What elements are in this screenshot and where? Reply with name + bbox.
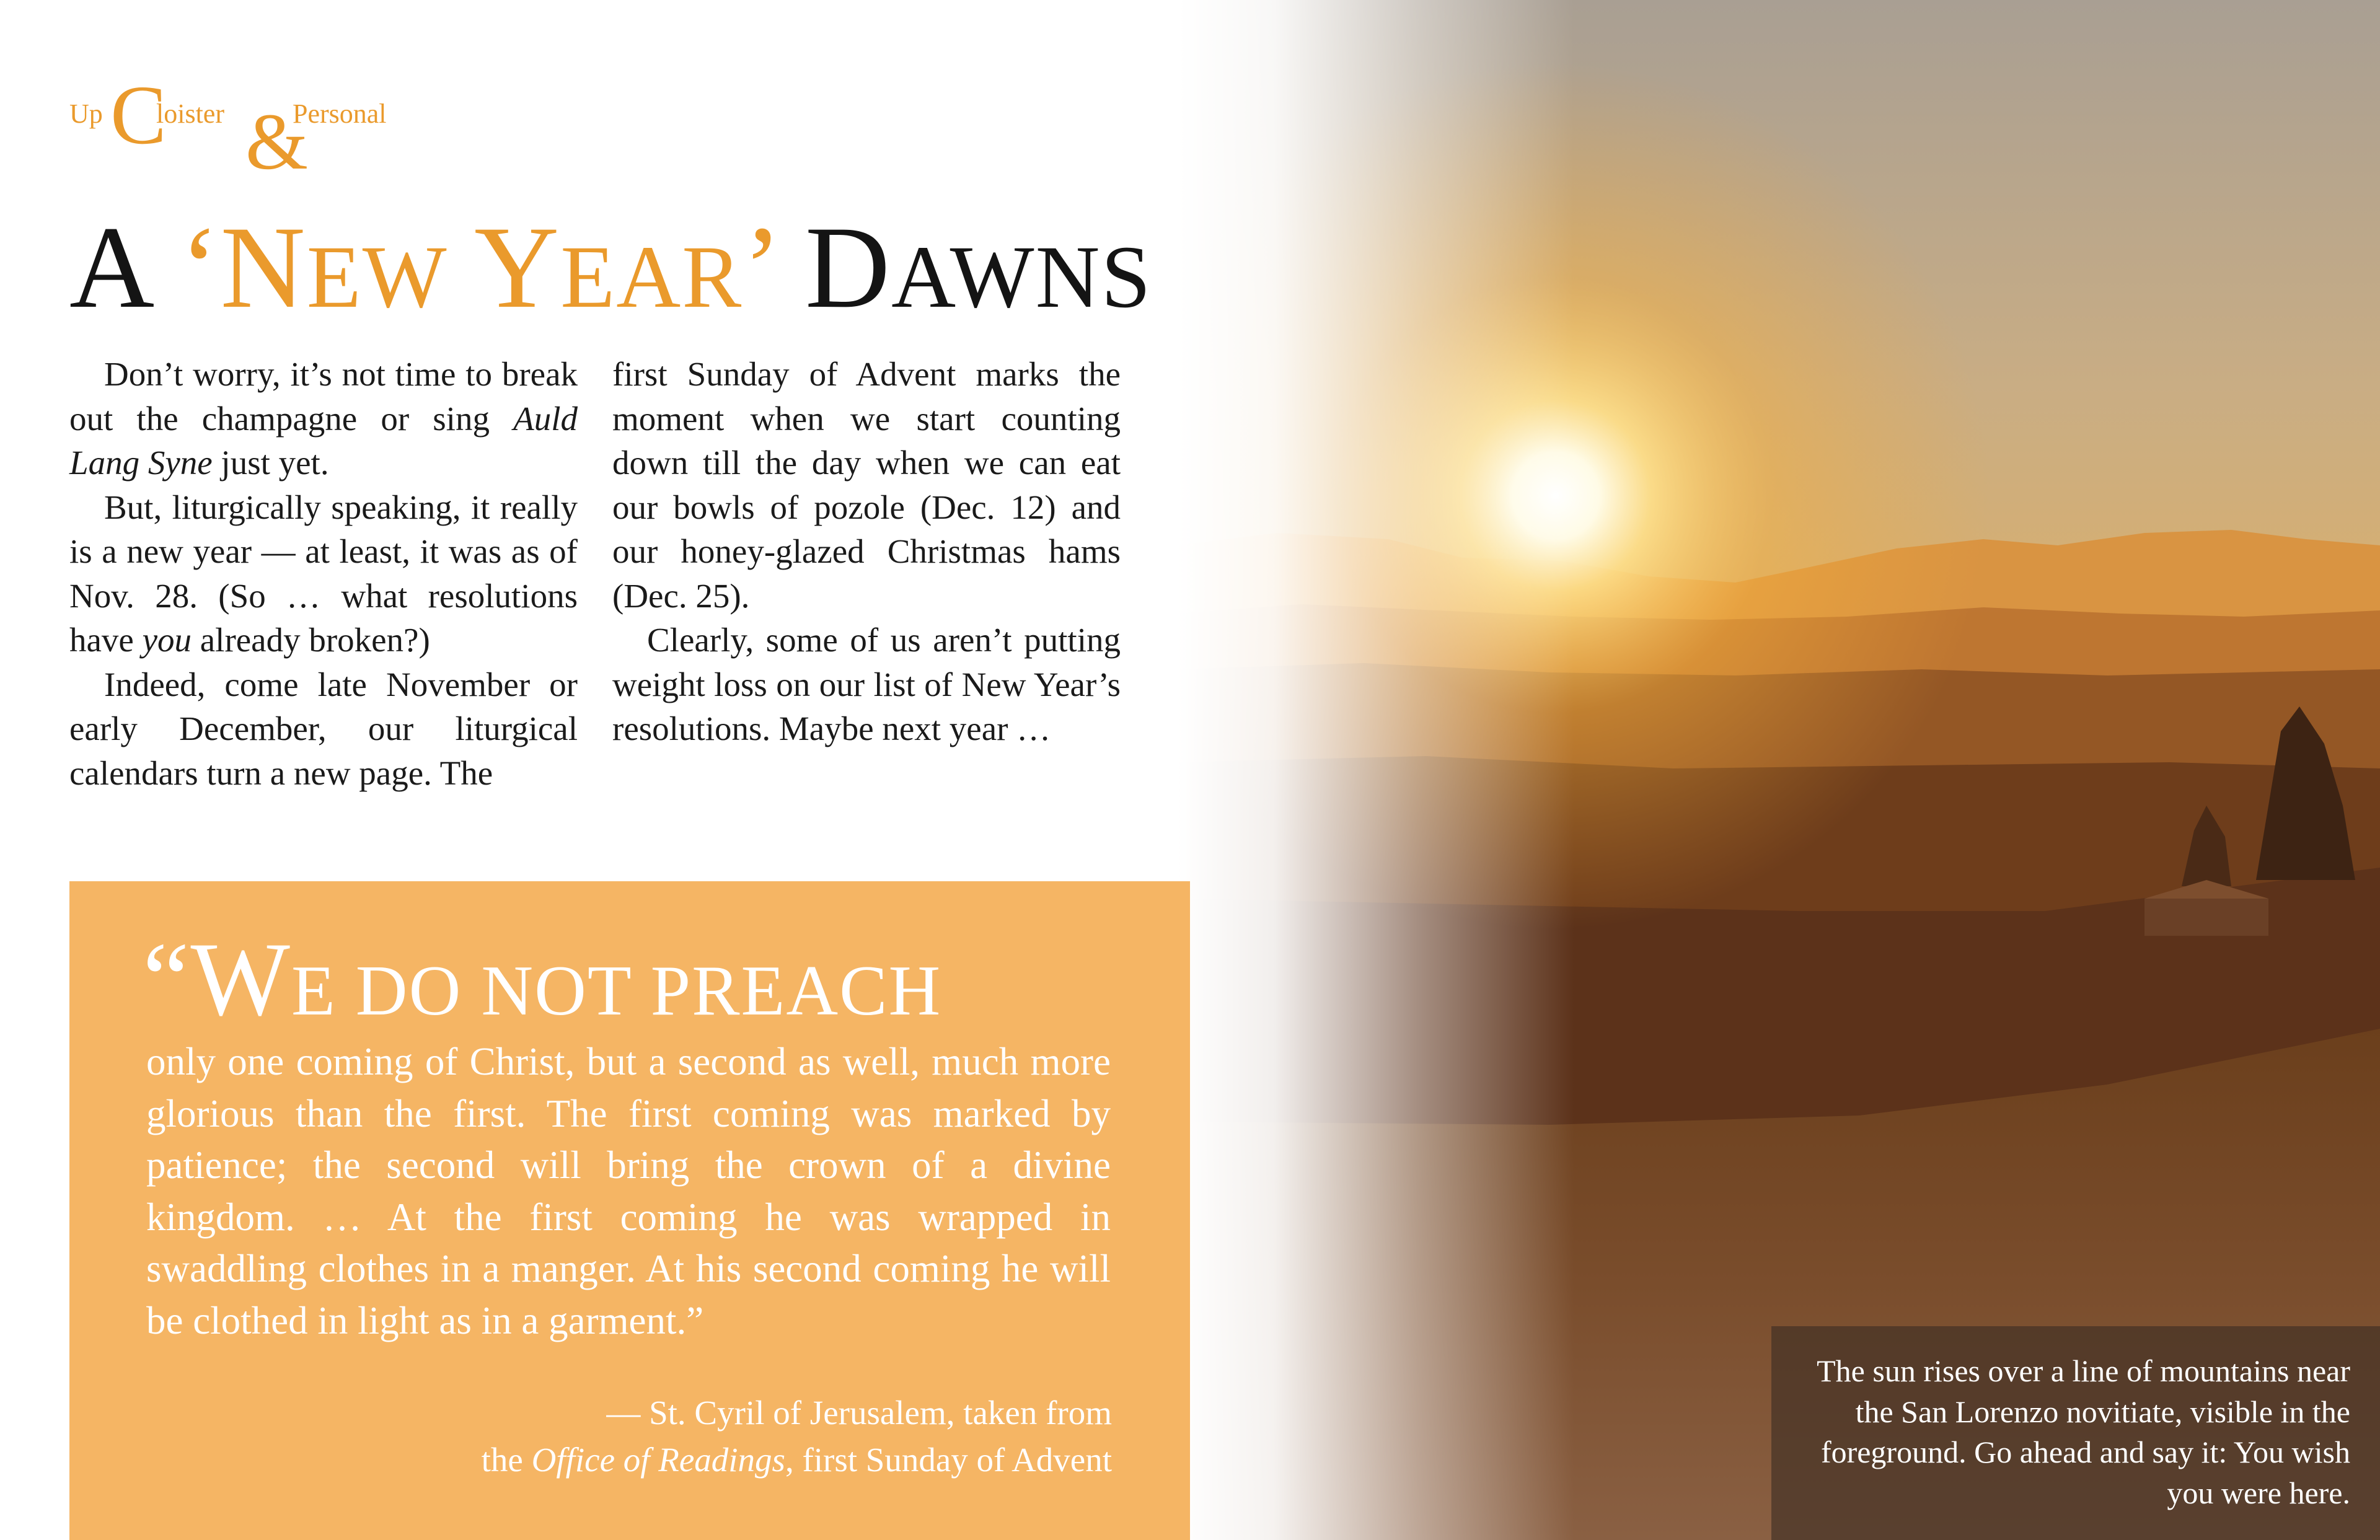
article-column-2 <box>612 352 1121 751</box>
photo-caption: The sun rises over a line of mountains near the San Lorenzo novitiate, visible in the foreground. Go ahead and say it: You wish you were here. <box>1817 1353 2350 1510</box>
article-headline <box>69 203 1152 340</box>
logo-letter-c: C <box>110 69 167 162</box>
headline-d: D <box>804 203 892 333</box>
headline-n: N <box>220 203 307 333</box>
headline-a: A <box>69 203 149 333</box>
attribution-line-2 <box>182 1437 1112 1484</box>
logo-ampersand: & <box>245 97 309 187</box>
headline-awns: AWNS <box>891 228 1152 327</box>
pull-quote-attribution <box>182 1389 1112 1484</box>
pull-quote-lead <box>143 921 1134 1037</box>
headline-new-year <box>180 203 774 333</box>
headline-close-quote: ’ <box>743 203 775 333</box>
paragraph-1-end: just yet. <box>212 444 329 482</box>
paragraph-1-text: Don’t worry, it’s not time to break out the champagne or sing <box>69 355 578 438</box>
article-column-1 <box>69 352 578 795</box>
paragraph-3-start: Indeed, come late November or early December, our liturgical calendars turn a new page. The <box>69 665 578 792</box>
paragraph-2-end: already broken?) <box>192 621 430 659</box>
pull-quote-box <box>69 881 1190 1540</box>
attribution-italic: Office of Readings <box>531 1441 785 1479</box>
pull-quote-open-mark: “ <box>143 921 191 1037</box>
pull-quote-body: only one coming of Christ, but a second as well, much more glorious than the first. The first coming was marked by patience; the second will bring the crown of a divine kingdom. … At the first coming he was wrapped in swaddling clothes in a manger. At his second coming he will be clothed in light as in a garment.” <box>146 1040 1111 1342</box>
headline-open-quote: ‘ <box>180 203 221 333</box>
attribution-the: the <box>481 1441 532 1479</box>
sunrise-photo <box>1178 0 2380 1540</box>
paragraph-1-italic: Auld Lang Syne <box>69 399 578 482</box>
sunrise-landscape-image <box>1178 0 2380 1540</box>
paragraph-1 <box>69 352 578 485</box>
paragraph-2-text: But, liturgically speaking, it really is a new year — at least, it was as of Nov. 28. (So … what resolutions have <box>69 488 578 659</box>
attribution-line-1: — St. Cyril of Jerusalem, taken from <box>606 1394 1112 1432</box>
logo-word-up: Up <box>69 99 103 129</box>
paragraph-2-italic: you <box>142 621 192 659</box>
pull-quote-lead-text: E DO NOT PREACH <box>291 951 942 1031</box>
headline-ew: EW <box>306 228 448 327</box>
paragraph-4: Clearly, some of us aren’t putting weight loss on our list of New Year’s resolutions. Maybe next year … <box>612 621 1121 747</box>
photo-caption-box <box>1771 1326 2380 1540</box>
logo-word-loister: loister <box>156 99 224 129</box>
section-logo-up-cloister-personal <box>69 69 416 187</box>
logo-word-personal: Personal <box>293 99 387 129</box>
paragraph-2 <box>69 485 578 662</box>
attribution-end: , first Sunday of Advent <box>785 1441 1112 1479</box>
paragraph-3-continued: first Sunday of Advent marks the moment when we start counting down till the day when we can eat our bowls of pozole (Dec. 12) and our honey-glazed Christmas hams (Dec. 25). <box>612 355 1121 615</box>
pull-quote-initial: W <box>190 921 291 1037</box>
headline-y: Y <box>474 203 561 333</box>
headline-ear: EAR <box>560 228 743 327</box>
